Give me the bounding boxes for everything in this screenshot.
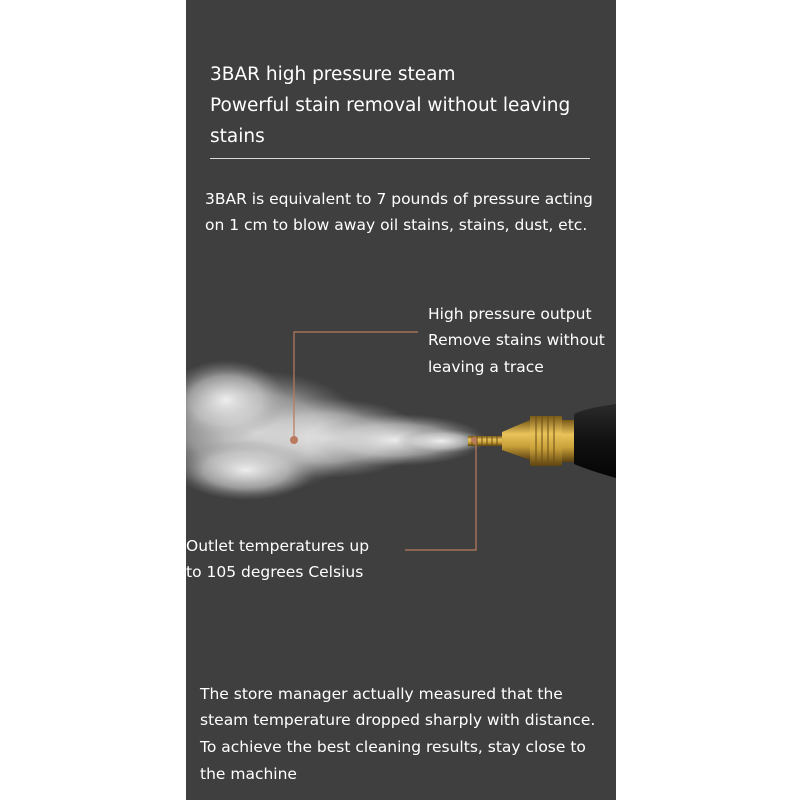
callout-pressure-line-1: High pressure output	[428, 305, 592, 323]
callout-temperature-line-1: Outlet temperatures up	[186, 537, 370, 555]
heading-divider	[210, 158, 590, 159]
note-line-4: the machine	[200, 765, 297, 783]
steamer-handle	[574, 404, 616, 478]
callout-pressure-line-2: Remove stains without	[428, 331, 605, 349]
callout-dot-pressure	[290, 436, 298, 444]
note-line-3: To achieve the best cleaning results, stay close to	[200, 738, 586, 756]
callout-temperature-line-2: to 105 degrees Celsius	[186, 563, 364, 581]
callout-pressure-line-3: leaving a trace	[428, 358, 544, 376]
nozzle	[468, 416, 574, 466]
description-line-1: 3BAR is equivalent to 7 pounds of pressure acting	[205, 190, 593, 208]
callout-dot-temperature	[471, 437, 477, 443]
description-line-2: on 1 cm to blow away oil stains, stains, dust, etc.	[205, 216, 588, 234]
heading-line-3: stains	[210, 126, 265, 147]
steam-illustration	[186, 0, 616, 800]
steam-plume	[186, 360, 486, 500]
note-line-1: The store manager actually measured that the	[200, 685, 563, 703]
note-line-2: steam temperature dropped sharply with distance.	[200, 711, 596, 729]
heading-line-1: 3BAR high pressure steam	[210, 64, 456, 85]
product-panel	[186, 0, 616, 800]
heading-line-2: Powerful stain removal without leaving	[210, 95, 571, 116]
